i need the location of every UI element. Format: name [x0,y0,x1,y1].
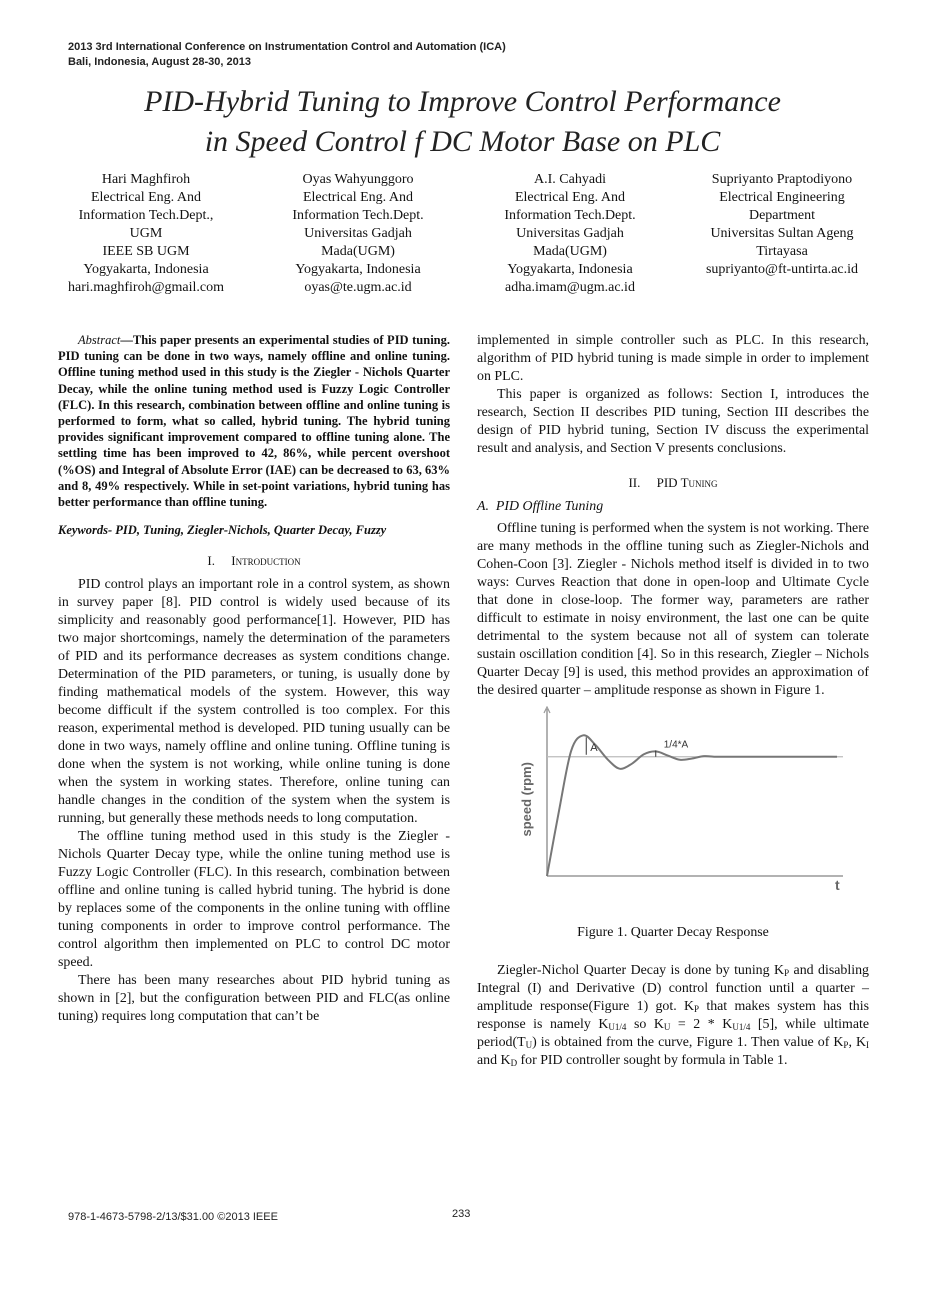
author-block-2 [258,171,458,297]
footer-isbn: 978-1-4673-5798-2/13/$31.00 ©2013 IEEE [68,1211,278,1223]
author-affiliation: Electrical Engineering [719,190,845,205]
intro-paragraph-3: There has been many researches about PID hybrid tuning as shown in [2], but the configuration between PID and FLC(as online tuning) requires long computation that can’t be [58,973,450,1025]
author-affiliation: Information Tech.Dept. [504,208,636,223]
chart-axes [544,707,843,876]
intro-paragraph-1: PID control plays an important role in a control system, as shown in survey paper [8]. PID control is widely used because of its simplicity and reasonably good performance[1]. However, PID has two major shortcomings, namely the determination of the parameters of PID and its performance decreases as system conditions change. Determination of the PID parameters, or tuning, is usually done by finding mathematical models of the system. However, this way become difficult if the system controlled is too complex. For this reason, experimental method is developed. PID tuning usually can be done in two ways, namely offline and online tuning. Offline tuning is done when the system is not working, while online tuning is done when the system in working states. Therefore, online tuning can handle changes in the condition of the system when the system is running, but generally these methods needs to long computation. [58,577,450,827]
abstract-label: Abstract [78,333,121,347]
subsection-heading-offline-tuning [477,498,869,516]
subsection-number: A. [477,499,489,514]
left-column [58,332,450,1026]
author-affiliation: Universitas Gadjah [304,226,412,241]
figure-caption: Figure 1. Quarter Decay Response [577,925,769,940]
author-location: Yogyakarta, Indonesia [507,262,633,277]
right-paragraph-1: implemented in simple controller such as PLC. In this research, algorithm of PID hybrid tuning is made simple in order to implement on PLC. [477,333,869,384]
author-affiliation: Electrical Eng. And [514,190,626,205]
subsection-title: PID Offline Tuning [495,499,604,514]
author-affiliation: Tirtayasa [756,244,808,259]
author-affiliation: Department [748,208,816,223]
right-paragraph-3: Offline tuning is performed when the system is not working. There are many methods in the offline tuning such as Ziegler-Nichols and Cohen-Coon [3]. Ziegler - Nichols method itself is divided in to two ways: Curves Reaction that done in open-loop and Ultimate Cycle that done in close-loop. The former way, parameters are rather difficult to estimate in noisy environment, the last one can be quite detrimental to the system because not all of system can tolerate sustain oscillation condition [4]. So in this research, Ziegler – Nichols Quarter Decay [9] is used, this method provides an approximation of the desired quarter – amplitude response as shown in Figure 1. [477,521,869,698]
author-block-3 [470,171,670,297]
figure-1 [477,706,869,924]
author-affiliation: Electrical Eng. And [90,190,202,205]
page-number: 233 [452,1208,471,1220]
conference-location: Bali, Indonesia, August 28-30, 2013 [68,56,251,68]
author-affiliation: Information Tech.Dept., [78,208,214,223]
author-block-1 [46,171,246,297]
section-number: I. [207,553,215,569]
right-paragraph-4: Ziegler-Nichol Quarter Decay is done by tuning $K_P$ and disabling Integral (I) and Derivative (D) control function until a quarter – amplitude response(Figure 1) got. $K_P$ that makes system has this response is namely $K_{U1/4}$ so $K_U = 2 * K_{U1/4}$ [5], while ultimate $period(T_U)$ is obtained from the curve, Figure 1. Then value of $K_P$, $K_I$ and $K_D$ for PID controller sought by formula in Table 1. [477,963,870,1068]
author-location: Yogyakarta, Indonesia [295,262,421,277]
author-affiliation: Information Tech.Dept. [292,208,424,223]
section-title: PID Tuning [656,475,718,490]
section-heading-introduction [58,552,450,570]
author-affiliation: Universitas Sultan Ageng [710,226,854,241]
title-line-2: in Speed Control f DC Motor Base on PLC [204,125,721,158]
author-location: Yogyakarta, Indonesia [83,262,209,277]
author-affiliation: Mada(UGM) [533,244,607,259]
author-name: Hari Maghfiroh [101,172,191,187]
author-affiliation: UGM [129,226,163,241]
abstract-dash: — [120,333,133,347]
conference-header [68,40,506,70]
annotation-a: A [590,741,598,754]
x-axis-label: t [835,877,840,893]
abstract [58,332,450,510]
section-title: Introduction [231,553,301,569]
section-number: II. [628,475,641,490]
intro-paragraph-2: The offline tuning method used in this study is the Ziegler - Nichols Quarter Decay type, while the online tuning method use is Fuzzy Logic Controller (FLC). In this research, combination between offline and online tuning is called hybrid tuning. The hybrid is done by replaces some of the components in the online tuning with offline tuning components in order to improve control performance. The control algorithm then implemented on PLC to control DC motor speed. [58,829,450,971]
author-affiliation: IEEE SB UGM [102,244,190,259]
author-affiliation: Universitas Gadjah [516,226,624,241]
author-email: hari.maghfiroh@gmail.com [68,280,224,295]
author-affiliation: Mada(UGM) [321,244,395,259]
paper-title [0,82,925,162]
right-column [477,332,869,1070]
conference-name: 2013 3rd International Conference on Instrumentation Control and Automation (ICA) [68,41,506,53]
abstract-text: This paper presents an experimental studies of PID tuning. PID tuning can be done in two ways, namely offline and online tuning. Offline tuning method used in this study is the Ziegler - Nichols Quarter Decay, while the online tuning method used is Fuzzy Logic Controller (FLC). In this research, combination between offline and online tuning is performed to form, what so called, hybrid tuning. The hybrid tuning provides significant improvement compared to offline tuning alone. The settling time has been improved to 42, 86%, while percent overshoot (%OS) and Integral of Absolute Error (IAE) can be decreased to 63, 63% and 8, 49% respectively. While in set-point variations, hybrid tuning has better performance than offline tuning. [58,333,450,510]
author-name: A.I. Cahyadi [534,172,606,187]
section-heading-pid-tuning [477,474,869,492]
author-email: supriyanto@ft-untirta.ac.id [705,262,859,277]
quarter-decay-chart [477,706,869,924]
keywords: Keywords- PID, Tuning, Ziegler-Nichols, Quarter Decay, Fuzzy [58,523,387,538]
y-axis-label: speed (rpm) [519,762,534,837]
annotation-quarter-a: 1/4*A [663,739,689,751]
author-affiliation: Electrical Eng. And [302,190,414,205]
author-name: Oyas Wahyunggoro [302,172,414,187]
author-email: adha.imam@ugm.ac.id [505,280,635,295]
author-email: oyas@te.ugm.ac.id [304,280,412,295]
right-paragraph-2: This paper is organized as follows: Section I, introduces the research, Section II describes PID tuning, Section III describes the design of PID hybrid tuning, Section IV discuss the experimental result and analysis, and Section V presents conclusions. [477,387,869,456]
title-line-1: PID-Hybrid Tuning to Improve Control Performance [144,85,781,118]
author-block-4 [682,171,882,279]
author-name: Supriyanto Praptodiyono [711,172,853,187]
